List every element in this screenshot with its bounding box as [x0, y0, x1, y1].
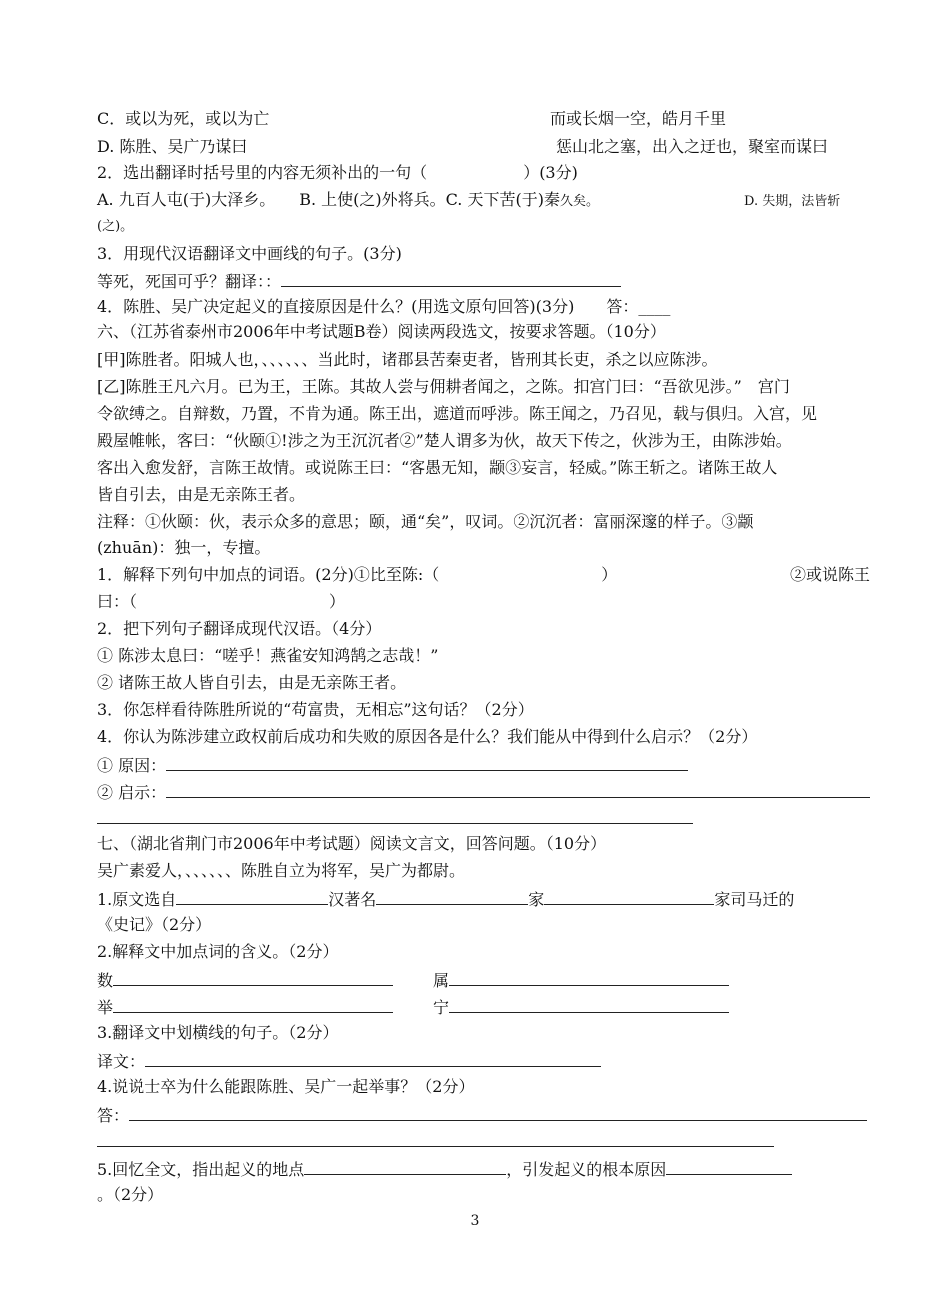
sentence-1: ① 陈涉太息曰：“嗟乎！燕雀安知鸿鹄之志哉！” [97, 646, 439, 665]
passage: 吴广素爱人，、、、、、、陈胜自立为将军，吴广为都尉。 [97, 861, 466, 880]
passage-yi-line: [乙]陈胜王凡六月。已为王，王陈。其故人尝与佣耕者闻之，之陈。扣宫门曰：“吾欲见涉。” 宫门 [97, 377, 790, 396]
page-number: 3 [470, 1213, 480, 1229]
answer-line[interactable] [304, 1158, 506, 1175]
question-5-3: 3．用现代汉语翻译文中画线的句子。(3分) [97, 244, 402, 263]
word-row: 宁 [433, 996, 729, 1018]
question-6-3: 3．你怎样看待陈胜所说的“苟富贵，无相忘”这句话？（2分） [97, 700, 534, 719]
section-6-heading: 六、（江苏省泰州市2006年中考试题B卷）阅读两段选文，按要求答题。（10分） [97, 322, 666, 341]
answer-line[interactable] [666, 1158, 792, 1175]
passage-jia: [甲]陈胜者。阳城人也，、、、、、、当此时，诸郡县苦秦吏者，皆刑其长吏，杀之以应陈涉。 [97, 350, 718, 369]
question-5-2-options: A. 九百人屯(于)大泽乡。 B. 上使(之)外将兵。C. 天下苦(于)秦久矣。 [97, 190, 599, 209]
question-6-1: 1．解释下列句中加点的词语。(2分)①比至陈:（ ） [97, 565, 618, 584]
answer-row: 答： [97, 1104, 867, 1126]
question-6-4: 4．你认为陈涉建立政权前后成功和失败的原因各是什么？我们能从中得到什么启示？（2分） [97, 727, 758, 746]
passage-yi-line: 客出入愈发舒，言陈王故情。或说陈王曰：“客愚无知，颛③妄言，轻威。”陈王斩之。诸陈王故人 [97, 458, 778, 477]
section-7-heading: 七、（湖北省荆门市2006年中考试题）阅读文言文，回答问题。（10分） [97, 834, 607, 853]
answer-line[interactable] [166, 754, 688, 771]
word-row: 属 [433, 969, 729, 991]
question-6-1-cont: 曰：（ ） [97, 592, 346, 611]
insight-row: ② 启示： [97, 781, 870, 803]
question-7-2: 2.解释文中加点词的含义。（2分） [97, 942, 339, 961]
word-row: 数 [97, 969, 393, 991]
note-line: 注释：①伙颐：伙，表示众多的意思；颐，通“矣”，叹词。②沉沉者：富丽深邃的样子。③颛 [97, 512, 754, 531]
answer-line[interactable] [113, 969, 393, 986]
answer-line[interactable] [129, 1104, 867, 1121]
answer-line[interactable] [449, 969, 729, 986]
option-d-right: 惩山北之塞，出入之迂也，聚室而谋曰 [556, 137, 829, 156]
option-c-left: C．或以为死，或以为亡 [97, 109, 270, 128]
answer-line[interactable] [97, 1146, 774, 1147]
question-7-5: 5.回忆全文，指出起义的地点 ，引发起义的根本原因 [97, 1158, 792, 1180]
question-7-1: 1.原文选自 汉著名 家 家司马迁的 [97, 890, 795, 909]
question-5-2: 2．选出翻译时括号里的内容无须补出的一句（ ）(3分) [97, 163, 578, 182]
reason-row: ① 原因： [97, 754, 688, 776]
option-d-text: D. 失期，法皆斩 [744, 194, 841, 209]
answer-line[interactable] [376, 888, 528, 905]
option-d-left: D. 陈胜、吴广乃谋曰 [97, 137, 248, 156]
question-7-4: 4.说说士卒为什么能跟陈胜、吴广一起举事？（2分） [97, 1077, 475, 1096]
sentence-2: ② 诸陈王故人皆自引去，由是无亲陈王者。 [97, 673, 407, 692]
answer-line[interactable] [544, 888, 714, 905]
answer-line[interactable] [166, 781, 870, 798]
answer-line[interactable] [97, 823, 693, 824]
question-7-5-cont: 。（2分） [97, 1185, 164, 1204]
translation-row: 译文： [97, 1050, 601, 1072]
question-5-4: 4．陈胜、吴广决定起义的直接原因是什么？(用选文原句回答)(3分) 答：____ [97, 297, 671, 316]
passage-yi-line: 令欲缚之。自辩数，乃置，不肯为通。陈王出，遮道而呼涉。陈王闻之，乃召见，载与俱归。入宫，见 [97, 404, 818, 423]
answer-line[interactable] [113, 996, 393, 1013]
option-d-continued: (之)。 [97, 219, 134, 234]
passage-yi-line: 皆自引去，由是无亲陈王者。 [97, 485, 306, 504]
question-6-1-part2: ②或说陈王 [790, 565, 871, 584]
question-7-3: 3.翻译文中划横线的句子。（2分） [97, 1023, 339, 1042]
answer-line[interactable] [449, 996, 729, 1013]
question-5-3-sentence: 等死，死国可乎？翻译：： [97, 270, 621, 292]
question-6-2: 2．把下列句子翻译成现代汉语。（4分） [97, 619, 382, 638]
note-line: (zhuān)：独一，专擅。 [97, 538, 271, 557]
word-row: 举 [97, 996, 393, 1018]
option-c-right: 而或长烟一空，皓月千里 [550, 109, 727, 128]
answer-line[interactable] [176, 888, 328, 905]
question-7-1-cont: 《史记》（2分） [97, 915, 212, 934]
passage-yi-line: 殿屋帷帐，客曰：“伙颐①!涉之为王沉沉者②”楚人谓多为伙，故天下传之，伙涉为王，由陈涉始。 [97, 431, 792, 450]
answer-line[interactable] [145, 1050, 601, 1067]
answer-line[interactable] [281, 270, 621, 287]
